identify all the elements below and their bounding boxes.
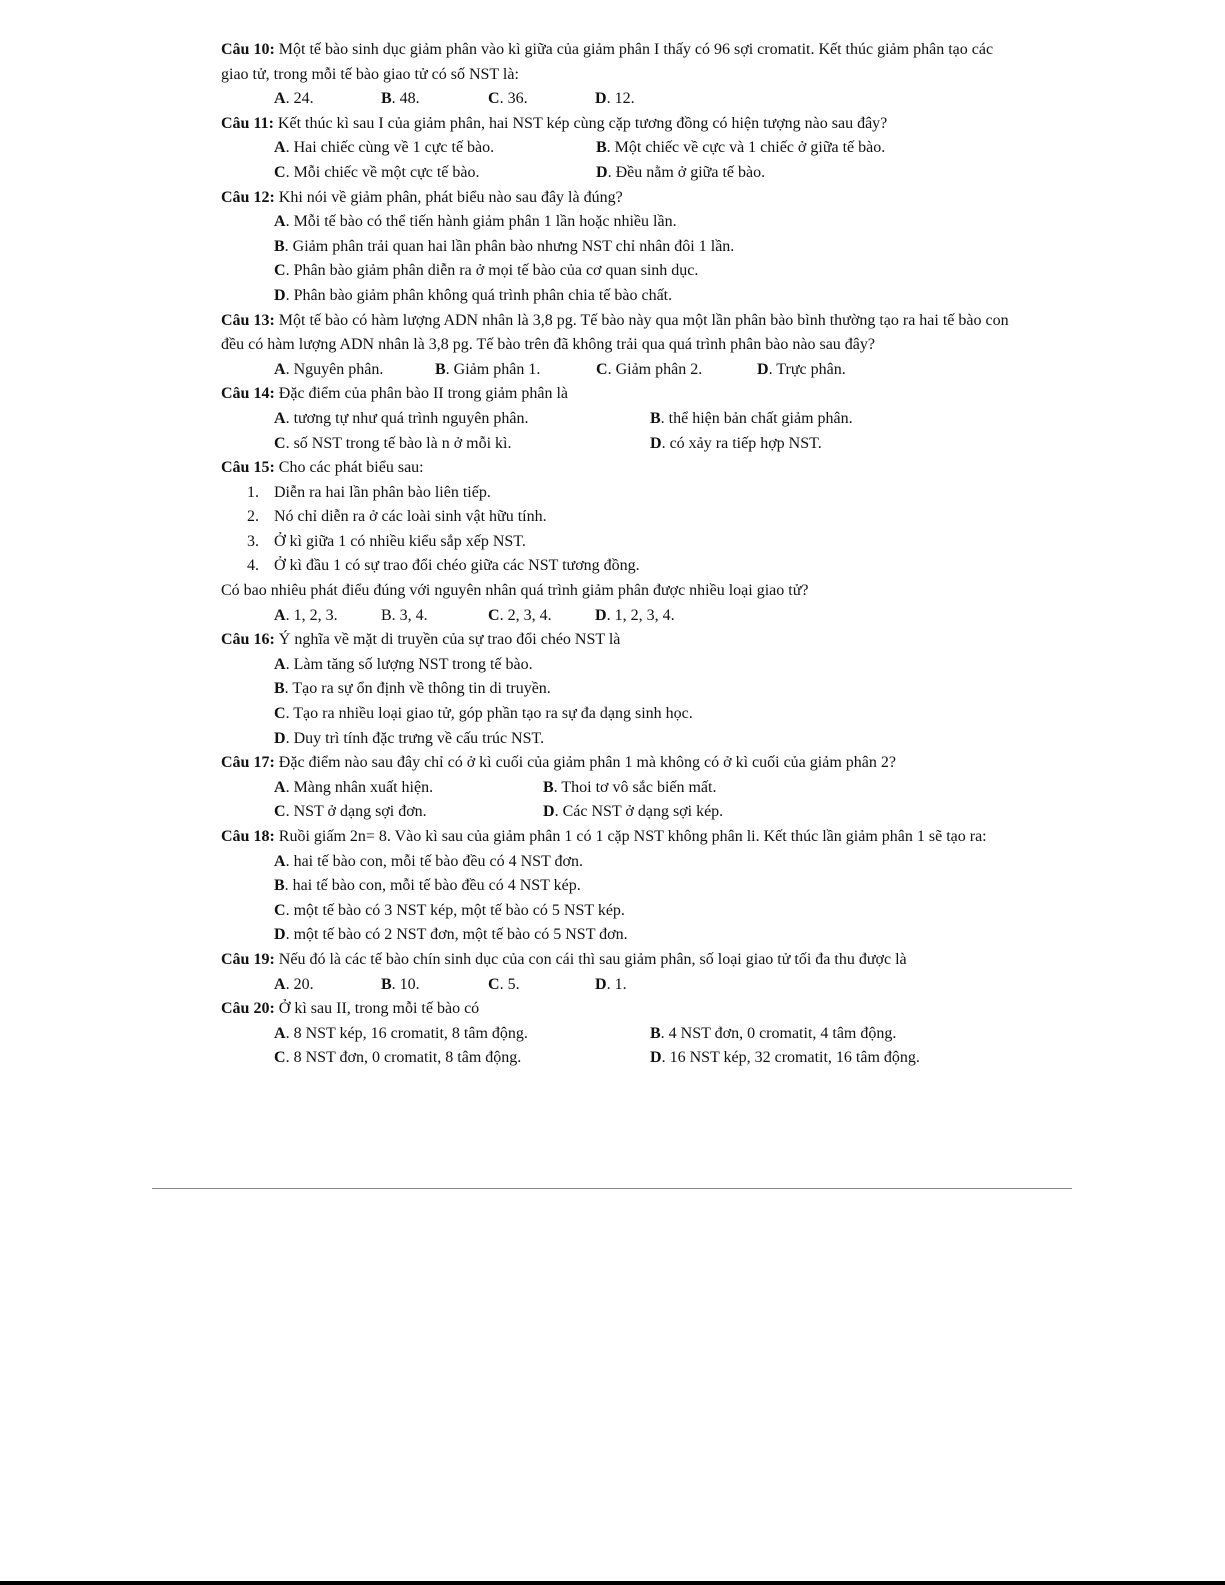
option-text: . Giảm phân 2. xyxy=(607,360,703,378)
question-16 xyxy=(221,628,1011,653)
option-label: A xyxy=(274,409,286,427)
option-label: D xyxy=(650,434,662,452)
option-label: C xyxy=(274,1049,286,1067)
options-row xyxy=(274,604,1011,629)
option-label: C xyxy=(274,901,286,919)
options-row xyxy=(274,776,1011,801)
question-text: Cho các phát biểu sau: xyxy=(274,459,424,477)
option-text: . 8 NST kép, 16 cromatit, 8 tâm động. xyxy=(285,1024,528,1042)
question-10 xyxy=(221,38,1011,87)
option-a xyxy=(274,776,543,801)
option-text: . 4 NST đơn, 0 cromatit, 4 tâm động. xyxy=(660,1024,897,1042)
question-text: Ruồi giấm 2n= 8. Vào kì sau của giảm phân 1 có 1 cặp NST không phân li. Kết thúc lần giảm phân 1 sẽ tạo ra: xyxy=(274,828,987,845)
option-text: . tương tự như quá trình nguyên phân. xyxy=(285,409,529,427)
option-label: C xyxy=(274,163,286,181)
question-11 xyxy=(221,112,1011,137)
options-row xyxy=(274,1022,1011,1047)
option-b xyxy=(650,407,853,432)
question-text: Kết thúc kì sau I của giảm phân, hai NST kép cùng cặp tương đồng có hiện tượng nào sau đây? xyxy=(273,114,888,132)
statement-3 xyxy=(247,530,1011,555)
option-label: B xyxy=(381,90,392,108)
option-c xyxy=(488,87,595,112)
option-a xyxy=(274,210,1011,235)
option-label: D xyxy=(595,606,607,624)
option-label: C xyxy=(274,803,286,821)
option-text: . hai tế bào con, mỗi tế bào đều có 4 NST đơn. xyxy=(285,852,583,870)
statement-text: Ở kì giữa 1 có nhiều kiểu sắp xếp NST. xyxy=(274,532,526,550)
option-text: . 16 NST kép, 32 cromatit, 16 tâm động. xyxy=(661,1049,920,1067)
option-label: B xyxy=(650,1024,661,1042)
question-label: Câu 11: xyxy=(221,114,274,132)
option-a xyxy=(274,407,650,432)
option-d xyxy=(650,1046,920,1071)
option-text: . Trực phân. xyxy=(768,360,846,378)
question-text: Ở kì sau II, trong mỗi tế bào có xyxy=(274,1000,480,1018)
statement-number: 1. xyxy=(247,483,259,501)
option-text: . Các NST ở dạng sợi kép. xyxy=(554,803,724,821)
options-row xyxy=(274,358,1011,383)
statement-number: 4. xyxy=(247,557,259,575)
option-text: . 10. xyxy=(391,975,420,993)
option-label: A xyxy=(274,606,286,624)
page-edge xyxy=(0,1581,1225,1585)
option-label: B xyxy=(543,778,554,796)
question-label: Câu 12: xyxy=(221,188,275,206)
question-text: Đặc điểm của phân bào II trong giảm phân là xyxy=(274,385,569,403)
option-c xyxy=(274,432,650,457)
option-a xyxy=(274,87,381,112)
question-text: Một tế bào có hàm lượng ADN nhân là 3,8 pg. Tế bào này qua một lần phân bào bình thường tạo ra hai tế bào con đều có hàm lượng ADN nhân là 3,8 pg. Tế bào trên đã không trải qua quá trình phân bào nào sau đây? xyxy=(221,311,1009,354)
footer-divider xyxy=(152,1188,1072,1189)
option-d xyxy=(274,727,1011,752)
option-text: . Tạo ra sự ổn định về thông tin di truyền. xyxy=(284,680,551,698)
option-c xyxy=(274,899,1011,924)
question-label: Câu 19: xyxy=(221,950,275,968)
question-text: Ý nghĩa về mặt di truyền của sự trao đổi chéo NST là xyxy=(274,631,621,649)
option-label: A xyxy=(274,1024,286,1042)
option-label: A xyxy=(274,90,286,108)
option-c xyxy=(274,1046,650,1071)
option-text: . Nguyên phân. xyxy=(285,360,384,378)
option-text: . Làm tăng số lượng NST trong tế bào. xyxy=(285,655,533,673)
option-label: C xyxy=(596,360,608,378)
option-label: D xyxy=(596,163,608,181)
option-label: B xyxy=(274,877,285,895)
option-b xyxy=(435,358,596,383)
option-text: 3, 4. xyxy=(395,606,428,624)
question-label: Câu 18: xyxy=(221,828,275,845)
option-text: . Tạo ra nhiều loại giao tử, góp phần tạo ra sự đa dạng sinh học. xyxy=(285,705,693,723)
option-text: . thể hiện bản chất giảm phân. xyxy=(660,409,853,427)
option-b xyxy=(274,235,1011,260)
option-text: . 8 NST đơn, 0 cromatit, 8 tâm động. xyxy=(285,1049,522,1067)
option-label: D xyxy=(757,360,769,378)
option-c xyxy=(596,358,757,383)
option-text: . 2, 3, 4. xyxy=(499,606,552,624)
statement-text: Diễn ra hai lần phân bào liên tiếp. xyxy=(274,483,491,501)
option-label: D xyxy=(650,1049,662,1067)
question-14 xyxy=(221,382,1011,407)
option-text: . 20. xyxy=(285,975,314,993)
option-label: D xyxy=(274,926,286,944)
option-text: . Duy trì tính đặc trưng về cấu trúc NST. xyxy=(285,729,545,747)
option-c xyxy=(274,161,596,186)
option-text: . 1, 2, 3. xyxy=(285,606,338,624)
option-label: B. xyxy=(381,606,396,624)
option-c xyxy=(274,259,1011,284)
option-label: A xyxy=(274,852,286,870)
options-row xyxy=(274,1046,1011,1071)
option-label: B xyxy=(274,680,285,698)
option-label: C xyxy=(488,975,500,993)
option-text: . 1, 2, 3, 4. xyxy=(606,606,675,624)
option-text: . Giảm phân 1. xyxy=(445,360,541,378)
option-label: A xyxy=(274,139,286,157)
option-label: C xyxy=(274,262,286,280)
option-c xyxy=(488,604,595,629)
statement-number: 3. xyxy=(247,532,259,550)
option-text: . một tế bào có 2 NST đơn, một tế bào có 5 NST đơn. xyxy=(285,926,628,944)
option-text: . 12. xyxy=(606,90,635,108)
option-label: D xyxy=(274,286,286,304)
option-label: B xyxy=(435,360,446,378)
question-text: Khi nói về giảm phân, phát biểu nào sau đây là đúng? xyxy=(274,188,623,206)
option-label: D xyxy=(274,729,286,747)
options-row xyxy=(274,800,1011,825)
option-label: B xyxy=(381,975,392,993)
option-label: A xyxy=(274,975,286,993)
option-b xyxy=(596,136,885,161)
option-a xyxy=(274,136,596,161)
question-12 xyxy=(221,186,1011,211)
options-row xyxy=(274,87,1011,112)
options-row xyxy=(274,973,1011,998)
option-label: B xyxy=(274,237,285,255)
option-a xyxy=(274,358,435,383)
option-text: . Đều nằm ở giữa tế bào. xyxy=(607,163,766,181)
options-row xyxy=(274,161,1011,186)
option-text: . Màng nhân xuất hiện. xyxy=(285,778,434,796)
option-b xyxy=(274,874,1011,899)
option-label: A xyxy=(274,360,286,378)
question-text: Một tế bào sinh dục giảm phân vào kì giữa của giảm phân I thấy có 96 sợi cromatit. Kết thúc giảm phân tạo các giao tử, trong mỗi tế bào giao tử có số NST là: xyxy=(221,41,994,83)
option-text: . 24. xyxy=(285,90,314,108)
option-a xyxy=(274,604,381,629)
question-label: Câu 20: xyxy=(221,1000,275,1018)
question-label: Câu 17: xyxy=(221,754,275,772)
option-text: . Mỗi chiếc về một cực tế bào. xyxy=(285,163,480,181)
option-a xyxy=(274,653,1011,678)
option-a xyxy=(274,1022,650,1047)
option-text: . Giảm phân trải quan hai lần phân bào nhưng NST chỉ nhân đôi 1 lần. xyxy=(284,237,735,255)
option-label: D xyxy=(595,975,607,993)
option-d xyxy=(595,604,702,629)
question-13 xyxy=(221,309,1011,358)
question-18 xyxy=(221,825,1011,850)
option-label: C xyxy=(274,705,286,723)
question-19 xyxy=(221,948,1011,973)
option-a xyxy=(274,850,1011,875)
option-text: . NST ở dạng sợi đơn. xyxy=(285,803,427,821)
statement-text: Nó chỉ diễn ra ở các loài sinh vật hữu tính. xyxy=(274,508,547,526)
option-c xyxy=(488,973,595,998)
option-text: . Phân bào giảm phân diễn ra ở mọi tế bào của cơ quan sinh dục. xyxy=(285,262,699,280)
option-b xyxy=(543,776,716,801)
option-b xyxy=(650,1022,896,1047)
option-c xyxy=(274,800,543,825)
question-label: Câu 16: xyxy=(221,631,275,649)
option-a xyxy=(274,973,381,998)
option-label: C xyxy=(488,606,500,624)
option-text: . 36. xyxy=(499,90,528,108)
option-text: . Mỗi tế bào có thể tiến hành giảm phân 1 lần hoặc nhiều lần. xyxy=(285,213,677,231)
question-label: Câu 13: xyxy=(221,311,275,329)
question-17 xyxy=(221,751,1011,776)
option-text: . 5. xyxy=(499,975,520,993)
option-text: . số NST trong tế bào là n ở mỗi kì. xyxy=(285,434,512,452)
question-text: Nếu đó là các tế bào chín sinh dục của con cái thì sau giảm phân, số loại giao tử tối đa thu được là xyxy=(274,950,907,968)
option-text: . có xảy ra tiếp hợp NST. xyxy=(661,434,822,452)
option-text: . Thoi tơ vô sắc biến mất. xyxy=(553,778,717,796)
option-text: . 48. xyxy=(391,90,420,108)
option-label: B xyxy=(650,409,661,427)
question-label: Câu 10: xyxy=(221,41,275,58)
options-row xyxy=(274,407,1011,432)
options-row xyxy=(274,136,1011,161)
option-text: . Phân bào giảm phân không quá trình phân chia tế bào chất. xyxy=(285,286,673,304)
statement-text: Ở kì đầu 1 có sự trao đổi chéo giữa các NST tương đồng. xyxy=(274,557,640,575)
statement-4 xyxy=(247,554,1011,579)
option-text: . một tế bào có 3 NST kép, một tế bào có 5 NST kép. xyxy=(285,901,625,919)
option-label: C xyxy=(488,90,500,108)
option-b xyxy=(274,677,1011,702)
option-text: . hai tế bào con, mỗi tế bào đều có 4 NST kép. xyxy=(284,877,581,895)
option-label: B xyxy=(596,139,607,157)
option-d xyxy=(595,973,702,998)
option-text: . 1. xyxy=(606,975,627,993)
option-text: . Một chiếc về cực và 1 chiếc ở giữa tế bào. xyxy=(606,139,886,157)
option-d xyxy=(274,284,1011,309)
question-label: Câu 15: xyxy=(221,459,275,477)
question-15 xyxy=(221,456,1011,481)
option-b xyxy=(381,87,488,112)
option-d xyxy=(595,87,702,112)
option-label: A xyxy=(274,213,286,231)
option-d xyxy=(274,923,1011,948)
question-label: Câu 14: xyxy=(221,385,275,403)
option-d xyxy=(757,358,918,383)
option-d xyxy=(543,800,723,825)
question-20 xyxy=(221,997,1011,1022)
option-label: A xyxy=(274,655,286,673)
options-row xyxy=(274,432,1011,457)
option-b xyxy=(381,973,488,998)
option-d xyxy=(650,432,822,457)
option-d xyxy=(596,161,765,186)
option-label: D xyxy=(595,90,607,108)
statement-1 xyxy=(247,481,1011,506)
option-c xyxy=(274,702,1011,727)
option-label: C xyxy=(274,434,286,452)
option-label: D xyxy=(543,803,555,821)
option-label: A xyxy=(274,778,286,796)
statement-number: 2. xyxy=(247,508,259,526)
option-text: . Hai chiếc cùng về 1 cực tế bào. xyxy=(285,139,495,157)
question-text: Đặc điểm nào sau đây chỉ có ở kì cuối của giảm phân 1 mà không có ở kì cuối của giảm phân 2? xyxy=(274,754,896,772)
exam-page xyxy=(221,38,1011,1071)
statement-2 xyxy=(247,505,1011,530)
option-b xyxy=(381,604,488,629)
question-prompt: Có bao nhiêu phát điểu đúng với nguyên nhân quá trình giảm phân được nhiều loại giao tử? xyxy=(221,582,809,600)
